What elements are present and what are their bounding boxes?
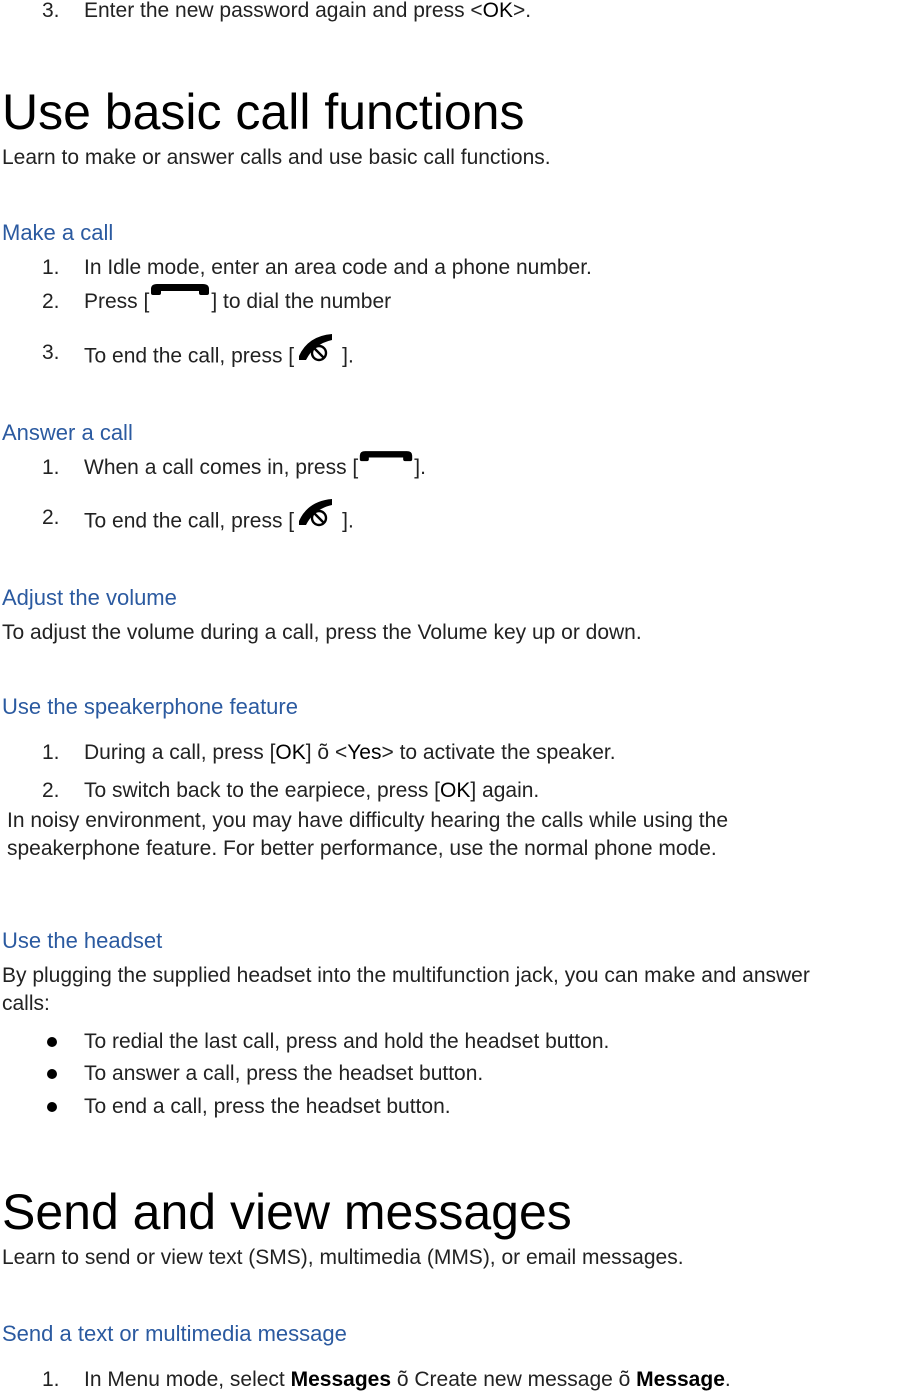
step-text: During a call, press [OK] õ <Yes> to activate the speaker. xyxy=(84,741,616,764)
heading-send-message: Send a text or multimedia message xyxy=(2,1321,347,1346)
heading-speakerphone: Use the speakerphone feature xyxy=(2,694,298,719)
headset-text-line: By plugging the supplied headset into the multifunction jack, you can make and answer xyxy=(2,964,810,987)
step-text: In Idle mode, enter an area code and a phone number. xyxy=(84,256,592,279)
step-number: 1. xyxy=(42,456,60,479)
ok-key-label: OK xyxy=(275,741,306,764)
step-text: Press [ ] to dial the number xyxy=(84,289,391,315)
heading-headset: Use the headset xyxy=(2,928,163,953)
section-lead: Learn to send or view text (SMS), multimedia (MMS), or email messages. xyxy=(2,1246,684,1269)
list-item: To end a call, press the headset button. xyxy=(84,1095,451,1118)
heading-make-call: Make a call xyxy=(2,220,114,245)
step-number: 1. xyxy=(42,256,60,279)
step-number: 3. xyxy=(42,341,60,364)
call-key-icon xyxy=(149,283,211,309)
speaker-note-line: In noisy environment, you may have difficulty hearing the calls while using the xyxy=(7,809,729,832)
section-title-messages: Send and view messages xyxy=(2,1184,572,1240)
step-number: 2. xyxy=(42,779,60,802)
bullet-dot xyxy=(47,1102,57,1112)
end-key-icon xyxy=(296,332,334,366)
step-number: 3. xyxy=(42,0,60,22)
speaker-note-line: speakerphone feature. For better performance, use the normal phone mode. xyxy=(7,837,717,860)
step-text: When a call comes in, press [ ]. xyxy=(84,455,426,481)
menu-path-message: Message xyxy=(636,1368,725,1391)
step-text: To end the call, press [ ]. xyxy=(84,340,354,374)
step-number: 1. xyxy=(42,1368,60,1391)
step-number: 1. xyxy=(42,741,60,764)
headset-text-line: calls: xyxy=(2,992,50,1015)
intro-step-text: Enter the new password again and press <OK>. xyxy=(84,0,532,22)
step-text: In Menu mode, select Messages õ Create new message õ Message. xyxy=(84,1368,731,1391)
bullet-dot xyxy=(47,1037,57,1047)
step-number: 2. xyxy=(42,290,60,313)
step-number: 2. xyxy=(42,506,60,529)
bullet-dot xyxy=(47,1069,57,1079)
ok-key-label: OK xyxy=(482,0,514,22)
volume-text: To adjust the volume during a call, press the Volume key up or down. xyxy=(2,621,642,644)
list-item: To redial the last call, press and hold the headset button. xyxy=(84,1030,610,1053)
yes-softkey-label: Yes xyxy=(347,741,382,764)
heading-adjust-volume: Adjust the volume xyxy=(2,585,177,610)
step-text: To switch back to the earpiece, press [OK] again. xyxy=(84,779,540,802)
ok-key-label: OK xyxy=(440,779,471,802)
heading-answer-call: Answer a call xyxy=(2,420,133,445)
call-key-icon xyxy=(358,449,414,475)
section-lead: Learn to make or answer calls and use basic call functions. xyxy=(2,146,551,169)
step-text: To end the call, press [ ]. xyxy=(84,505,354,539)
list-item: To answer a call, press the headset button. xyxy=(84,1062,484,1085)
menu-path-messages: Messages xyxy=(290,1368,392,1391)
section-title-call-functions: Use basic call functions xyxy=(2,84,525,140)
end-key-icon xyxy=(296,497,334,531)
